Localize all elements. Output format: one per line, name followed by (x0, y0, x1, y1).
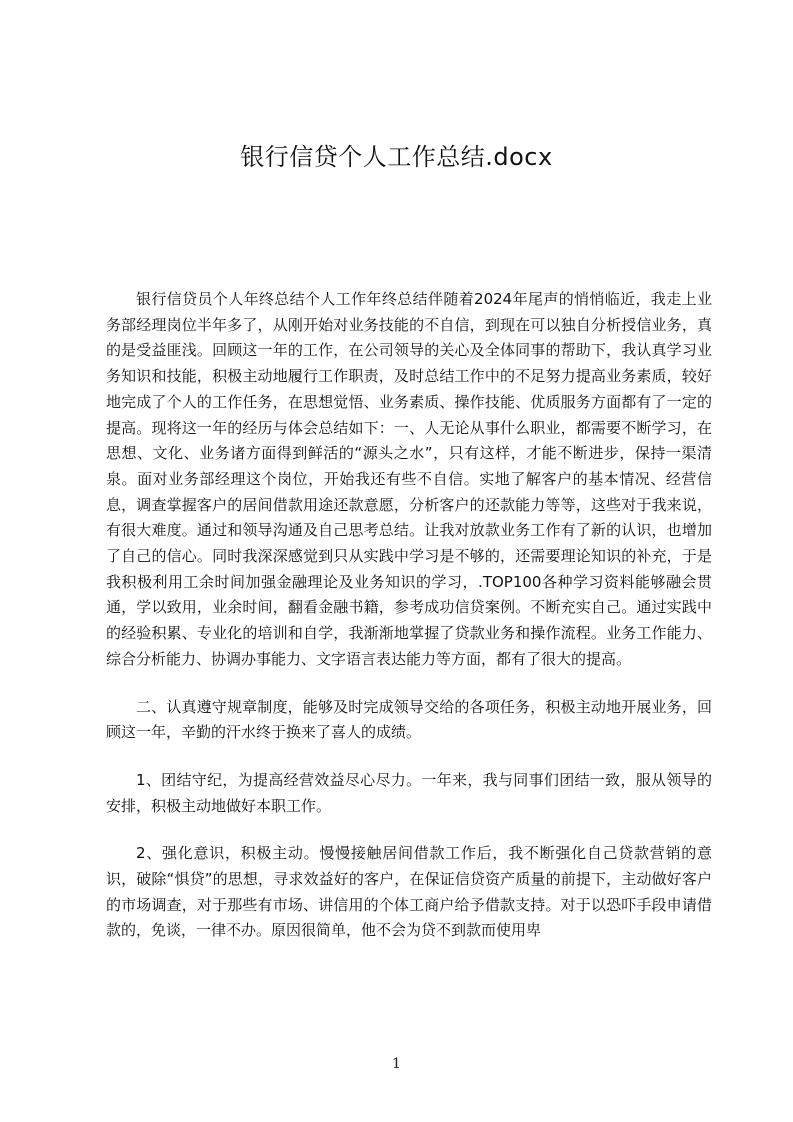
page-number: 1 (392, 1056, 401, 1072)
paragraph-3: 1、团结守纪，为提高经营效益尽心尽力。一年来，我与同事们团结一致，服从领导的安排，积极主动地做好本职工作。 (106, 770, 712, 815)
paragraph-1: 银行信贷员个人年终总结个人工作年终总结伴随着2024年尾声的悄悄临近，我走上业务部经理岗位半年多了，从刚开始对业务技能的不自信，到现在可以独自分析授信业务，真的是受益匪浅。回顾这一年的工作，在公司领导的关心及全体同事的帮助下，我认真学习业务知识和技能，积极主动地履行工作职责，及时总结工作中的不足努力提高业务素质，较好地完成了个人的工作任务，在思想觉悟、业务素质、操作技能、优质服务方面都有了一定的提高。现将这一年的经历与体会总结如下：一、人无论从事什么职业，都需要不断学习，在思想、文化、业务诸方面得到鲜活的“源头之水”，只有这样，才能不断进步，保持一渠清泉。面对业务部经理这个岗位，开始我还有些不自信。实地了解客户的基本情况、经营信息，调查掌握客户的居间借款用途还款意愿，分析客户的还款能力等等，这些对于我来说，有很大难度。通过和领导沟通及自己思考总结。让我对放款业务工作有了新的认识，也增加了自己的信心。同时我深深感觉到只从实践中学习是不够的，还需要理论知识的补充，于是我积极利用工余时间加强金融理论及业务知识的学习，.TOP100各种学习资料能够融会贯通，学以致用，业余时间，翻看金融书籍，参考成功信贷案例。不断充实自己。通过实践中的经验积累、专业化的培训和自学，我渐渐地掌握了贷款业务和操作流程。业务工作能力、综合分析能力、协调办事能力、文字语言表达能力等方面，都有了很大的提高。 (106, 290, 712, 668)
document-body (106, 287, 712, 944)
paragraph-2: 二、认真遵守规章制度，能够及时完成领导交给的各项任务，积极主动地开展业务，回顾这一年，辛勤的汗水终于换来了喜人的成绩。 (106, 697, 712, 742)
document-title: 银行信贷个人工作总结.docx (240, 143, 553, 171)
paragraph-4: 2、强化意识，积极主动。慢慢接触居间借款工作后，我不断强化自己贷款营销的意识，破除“惧贷”的思想，寻求效益好的客户，在保证信贷资产质量的前提下，主动做好客户的市场调查，对于那些有市场、讲信用的个体工商户给予借款支持。对于以恐吓手段申请借款的，免谈，一律不办。原因很简单，他不会为贷不到款而使用卑 (106, 844, 712, 940)
